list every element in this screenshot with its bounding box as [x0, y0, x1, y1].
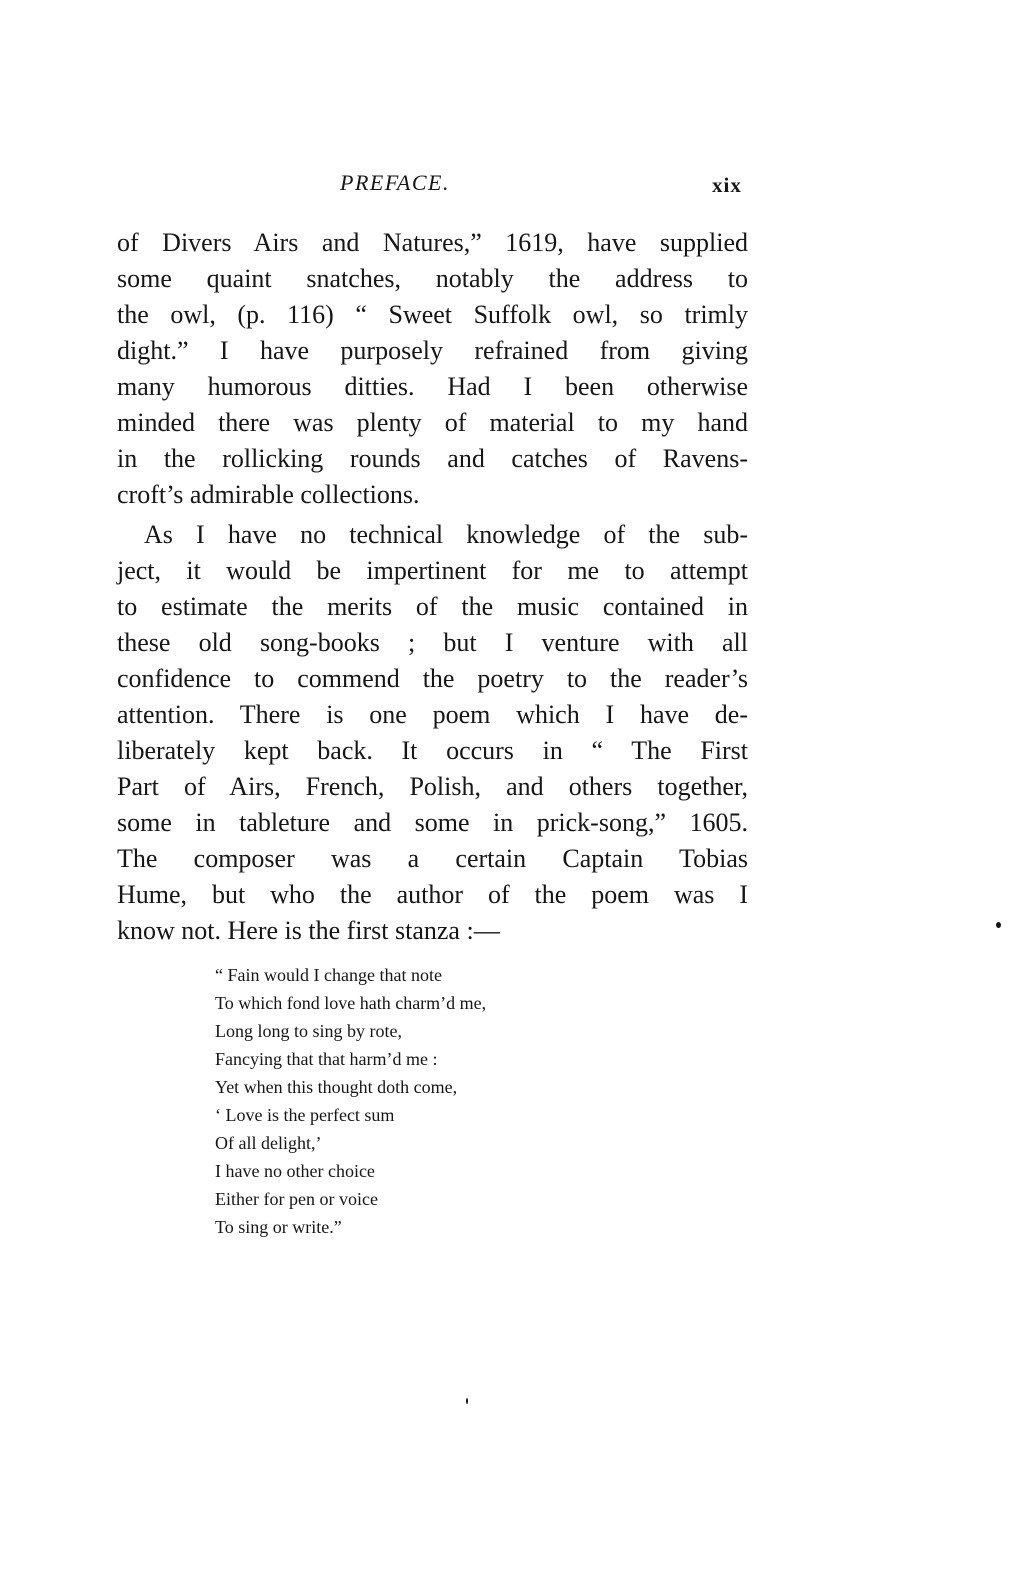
- paragraph-2-line-11: Hume, but who the author of the poem was I: [117, 880, 748, 909]
- poem-line-2: To which fond love hath charm’d me,: [215, 993, 487, 1013]
- paragraph-2-line-5: confidence to commend the poetry to the reader’s: [117, 664, 748, 693]
- poem-line-8: I have no other choice: [215, 1161, 375, 1181]
- paragraph-2-line-12: know not. Here is the first stanza :—: [117, 916, 500, 945]
- paragraph-2-line-6: attention. There is one poem which I have de-: [117, 700, 748, 729]
- paragraph-1-line-7: in the rollicking rounds and catches of Ravens-: [117, 444, 748, 473]
- paragraph-2-line-1: As I have no technical knowledge of the sub-: [144, 520, 748, 549]
- paragraph-1-line-4: dight.” I have purposely refrained from giving: [117, 336, 748, 365]
- paragraph-1-line-2: some quaint snatches, notably the address to: [117, 264, 748, 293]
- paragraph-2-line-4: these old song-books ; but I venture with all: [117, 628, 748, 657]
- paragraph-1-line-1: of Divers Airs and Natures,” 1619, have supplied: [117, 228, 748, 257]
- poem-line-1: “ Fain would I change that note: [215, 965, 442, 985]
- paragraph-2-line-3: to estimate the merits of the music contained in: [117, 592, 748, 621]
- poem-line-3: Long long to sing by rote,: [215, 1021, 402, 1041]
- paragraph-2-line-8: Part of Airs, French, Polish, and others together,: [117, 772, 748, 801]
- paragraph-1-line-5: many humorous ditties. Had I been otherwise: [117, 372, 748, 401]
- poem-line-5: Yet when this thought doth come,: [215, 1077, 458, 1097]
- poem-line-10: To sing or write.”: [215, 1217, 342, 1237]
- scan-speck: [466, 1398, 468, 1404]
- paragraph-1-line-8: croft’s admirable collections.: [117, 480, 420, 509]
- paragraph-1-line-6: minded there was plenty of material to my hand: [117, 408, 748, 437]
- poem-line-4: Fancying that that harm’d me :: [215, 1049, 438, 1069]
- poem-line-6: ‘ Love is the perfect sum: [215, 1105, 395, 1125]
- paragraph-2-line-2: ject, it would be impertinent for me to attempt: [117, 556, 748, 585]
- scan-speck: [996, 922, 1001, 928]
- page-number: xix: [712, 173, 742, 197]
- paragraph-2-line-9: some in tableture and some in prick-song,” 1605.: [117, 808, 748, 837]
- paragraph-2-line-10: The composer was a certain Captain Tobias: [117, 844, 748, 873]
- running-head: PREFACE.: [340, 170, 450, 195]
- paragraph-2-line-7: liberately kept back. It occurs in “ The First: [117, 736, 748, 765]
- paragraph-1-line-3: the owl, (p. 116) “ Sweet Suffolk owl, so trimly: [117, 300, 748, 329]
- poem-line-7: Of all delight,’: [215, 1133, 322, 1153]
- poem-line-9: Either for pen or voice: [215, 1189, 378, 1209]
